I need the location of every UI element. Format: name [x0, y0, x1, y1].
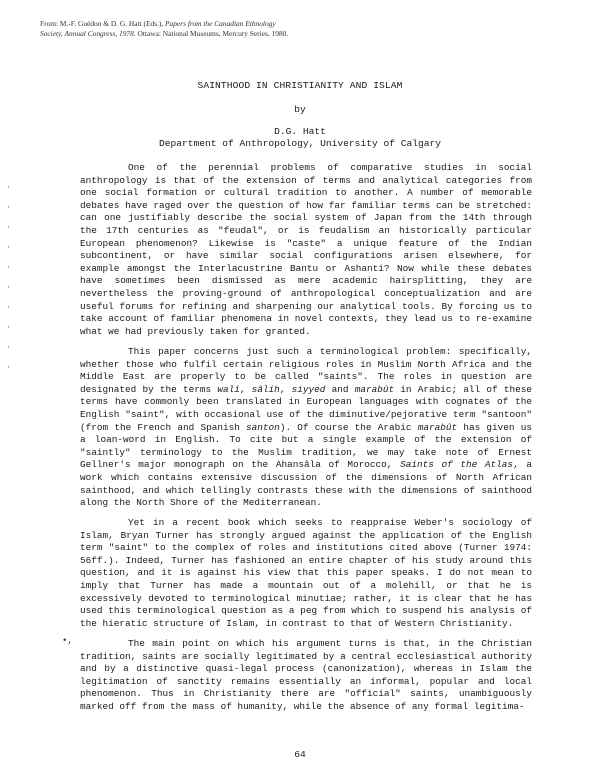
margin-dot: · — [6, 303, 11, 312]
paragraph-3: Yet in a recent book which seeks to reappraise Weber's sociology of Islam, Bryan Turner has strongly argued against the application of the English term "saint" to the complex of roles and institutions cited above (Turner 1974: 56ff.). Indeed, Turner has fashioned an entire chapter of his study around this question, and it is against his view that this paper speaks. I do not mean to imply that Turner has made a mountain out of a molehill, or that he is excessively devoted to terminological minutiae; rather, it is clear that he has used this terminological question as a peg from which to suspend his analysis of the hieratic structure of Islam, in contrast to that of Western Christianity. — [80, 517, 532, 629]
citation-book-title-cont: Society, Annual Congress, 1978. — [40, 29, 136, 38]
paragraph-4: The main point on which his argument turns is that, in the Christian tradition, saints are socially legitimated by a central ecclesiastical authority and by a distinctive quasi-legal process (canonization), whereas in Islam the legitimation of sanctity remains essentially an informal, popular and local phenomenon. Thus in Christianity there are "official" saints, unambiguously marked off from the mass of humanity, while the absence of any formal legitima- — [80, 638, 532, 712]
author-affiliation: Department of Anthropology, University of Calgary — [158, 138, 442, 149]
margin-dot: · — [6, 363, 11, 372]
arabic-term: walî — [217, 383, 240, 395]
arabic-term: marabût — [417, 421, 458, 433]
margin-dot: · — [6, 323, 11, 332]
byline: by — [294, 104, 306, 115]
margin-dot: · — [6, 283, 11, 292]
page-number: 64 — [294, 749, 306, 760]
citation-publisher: Ottawa: National Museums, Mercury Series, 1980. — [135, 29, 289, 38]
arabic-term: siyyed — [291, 383, 326, 395]
citation-book-title: Papers from the Canadian Ethnology — [165, 19, 276, 28]
margin-marks — [6, 178, 12, 378]
source-citation — [40, 19, 420, 39]
arabic-term: sâlih — [251, 383, 280, 395]
margin-dot: · — [6, 343, 11, 352]
paragraph-1: One of the perennial problems of comparative studies in social anthropology is that of the extension of terms and analytical categories from one social formation or cultural tradition to another. A number of memorable debates have raged over the question of how far familiar terms can be stretched: can one justifiably describe the social system of Japan from the 14th through the 17th centuries as "feudal", or is feudalism an historically particular European phenomenon? Likewise is "caste" a unique feature of the Indian subcontinent, or have similar social configurations arisen elsewhere, for example amongst the Interlacustrine Bantu or Ashanti? Now while these debates have sometimes been dismissed as mere academic hairsplitting, they are nevertheless the proving-ground of anthropological conceptualization and are useful forums for refining and sharpening our analytical tools. By forcing us to take account of familiar phenomena in novel contexts, they lead us to re-examine what we had previously taken for granted. — [80, 162, 532, 337]
margin-bullet: •, — [62, 636, 73, 646]
paper-title: SAINTHOOD IN CHRISTIANITY AND ISLAM — [197, 80, 403, 91]
margin-dot: · — [6, 203, 11, 212]
arabic-term: marabût — [354, 383, 395, 395]
book-title: Saints of the Atlas — [400, 459, 514, 471]
margin-dot: · — [6, 223, 11, 232]
author-name: D.G. Hatt — [274, 126, 326, 137]
citation-text: From: M.-F. Guédon & D. G. Hatt (Eds.), — [40, 19, 166, 28]
foreign-term: santon — [246, 421, 280, 433]
margin-dot: · — [6, 243, 11, 252]
paragraph-2: This paper concerns just such a terminological problem: specifically, whether those who fulfil certain religious roles in Muslim North Africa and the Middle East are properly to be called "saints". The roles in question are designated by the terms walî, sâlih, siyyed and marabût in Arabic; all of these terms have commonly been translated in European languages with cognates of the English "saint", with occasional use of the diminutive/pejorative term "santoon" (from the French and Spanish santon). Of course the Arabic marabût has given us a loan-word in English. To cite but a single example of the extension of "saintly" terminology to the Muslim tradition, we may take note of Ernest Gellner's major monograph on the Ahansâla of Morocco, Saints of the Atlas, a work which contains extensive discussion of the dimensions of North African sainthood, and which tellingly contrasts these with the dimensions of sainthood along the North Shore of the Mediterranean. — [80, 346, 532, 509]
margin-dot: · — [6, 263, 11, 272]
margin-dot: · — [6, 183, 11, 192]
